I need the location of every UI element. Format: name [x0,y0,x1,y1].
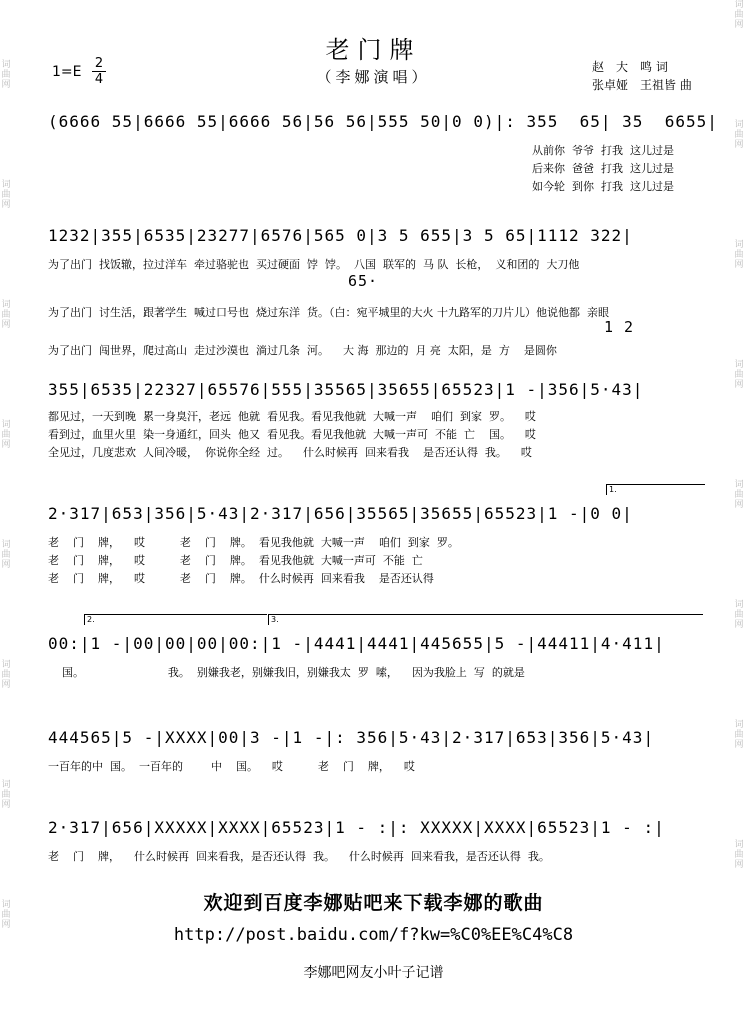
download-url[interactable]: http://post.baidu.com/f?kw=%C0%EE%C4%C8 [173,925,574,945]
lyric-line: 国。 我。 别嫌我老，别嫌我旧，别嫌我太 罗 嗦， 因为我脸上 写 的就是 [48,666,525,679]
alt-notes: 1 2 [604,318,635,336]
lyric-line: 老 门 牌， 哎 老 门 牌。 看见我他就 大喊一声 咱们 到家 罗。 [48,536,459,549]
watermark-text: 词曲网 [1,900,11,930]
volta-2: 2. [84,614,267,625]
lyric-line: 从前你 爷爷 打我 这儿过是 [532,144,674,157]
song-title: 老门牌 [325,36,422,64]
volta-3: 3. [268,614,703,625]
notation-row-7: 2·317|656|XXXXX|XXXX|65523|1 - :|: XXXXX|XXXX|65523|1 - :| [48,818,665,837]
watermark-text: 词曲网 [1,180,11,210]
lyricist-credit: 赵 大 鸣 词 [592,60,668,74]
watermark-text: 词曲网 [734,120,744,150]
lyric-line: 都见过，一天到晚 累一身臭汗，老远 他就 看见我。看见我他就 大喊一声 咱们 到家 罗。 哎 [48,410,536,423]
watermark-text: 词曲网 [734,0,744,30]
watermark-text: 词曲网 [734,840,744,870]
watermark-text: 词曲网 [1,420,11,450]
lyric-line: 后来你 爸爸 打我 这儿过是 [532,162,674,175]
time-signature [92,56,106,87]
watermark-text: 词曲网 [1,540,11,570]
notation-row-1: (6666 55|6666 55|6666 56|56 56|555 50|0 0)|: 355 65| 35 6655| [48,112,718,131]
watermark-text: 词曲网 [734,480,744,510]
watermark-text: 词曲网 [734,360,744,390]
lyric-line: 如今轮 到你 打我 这儿过是 [532,180,674,193]
composer-credit: 张卓娅 王祖皆 曲 [592,78,692,92]
song-subtitle: （李娜演唱） [316,68,431,86]
notation-row-2: 1232|355|6535|23277|6576|565 0|3 5 655|3 5 65|1112 322| [48,226,633,245]
watermark-text: 词曲网 [1,300,11,330]
watermark-text: 词曲网 [1,60,11,90]
transcriber-credit: 李娜吧网友小叶子记谱 [303,965,444,981]
lyric-line: 老 门 牌， 哎 老 门 牌。 什么时候再 回来看我 是否还认得 [48,572,434,585]
lyric-line: 为了出门 找饭辙，拉过洋车 牵过骆驼也 买过硬面 饽 饽。 八国 联军的 马 队 长枪， 义和团的 大刀他 [48,258,580,271]
lyric-line: 老 门 牌， 哎 老 门 牌。 看见我他就 大喊一声可 不能 亡 [48,554,423,567]
notation-row-6: 444565|5 -|XXXX|00|3 -|1 -|: 356|5·43|2·317|653|356|5·43| [48,728,655,747]
volta-1: 1. [606,484,705,495]
lyric-line: 为了出门 讨生活，跟著学生 喊过口号也 烧过东洋 货。（白：宛平城里的大火 十九路军的刀片儿）他说他都 亲眼 [48,306,609,319]
lyric-line: 一百年的中 国。 一百年的 中 国。 哎 老 门 牌， 哎 [48,760,415,773]
lyric-line: 为了出门 闯世界，爬过高山 走过沙漠也 淌过几条 河。 大 海 那边的 月 亮 太阳，是 方 是圆你 [48,344,557,357]
notation-row-4: 2·317|653|356|5·43|2·317|656|35565|35655|65523|1 -|0 0| [48,504,633,523]
watermark-text: 词曲网 [734,720,744,750]
watermark-text: 词曲网 [734,600,744,630]
alt-notes: 65· [348,272,379,290]
download-notice: 欢迎到百度李娜贴吧来下载李娜的歌曲 [203,892,544,914]
key-signature: 1=E [52,64,82,80]
watermark-text: 词曲网 [1,780,11,810]
lyric-line: 看到过，血里火里 染一身通红，回头 他又 看见我。看见我他就 大喊一声可 不能 亡 国。 哎 [48,428,536,441]
lyric-line: 全见过，几度悲欢 人间冷暖， 你说你全经 过。 什么时候再 回来看我 是否还认得 我。 哎 [48,446,532,459]
notation-row-3: 355|6535|22327|65576|555|35565|35655|65523|1 -|356|5·43| [48,380,644,399]
right-watermark-strip [733,0,747,1024]
watermark-text: 词曲网 [734,240,744,270]
lyric-line: 老 门 牌， 什么时候再 回来看我，是否还认得 我。 什么时候再 回来看我，是否还认得 我。 [48,850,550,863]
time-signature-bottom: 4 [92,71,106,87]
left-watermark-strip [0,0,14,1024]
watermark-text: 词曲网 [1,660,11,690]
notation-row-5: 00:|1 -|00|00|00|00:|1 -|4441|4441|445655|5 -|44411|4·411| [48,634,665,653]
time-signature-top: 2 [94,56,104,71]
